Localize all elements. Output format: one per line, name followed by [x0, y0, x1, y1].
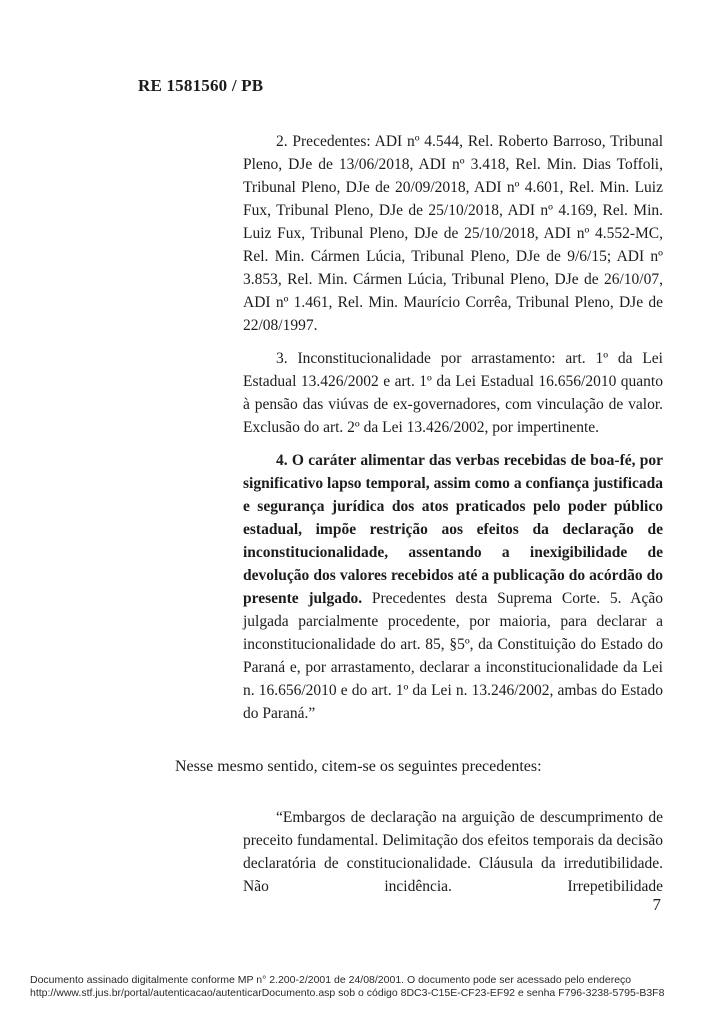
syllabus-item-4-bold-text: 4. O caráter alimentar das verbas recebidas de boa-fé, por significativo lapso temporal, assim como a confiança justificada e segurança jurídica dos atos praticados pelo poder público estadual, impõe restrição aos efeitos da declaração de inconstitucionalidade, assentando a inexigibilidade de devolução dos valores recebidos até a publicação do acórdão do presente julgado. — [243, 452, 663, 607]
syllabus-item-4-regular-text: Precedentes desta Suprema Corte. 5. Ação julgada parcialmente procedente, por maioria, para declarar a inconstitucionalidade do art. 85, §5º, da Constituição do Estado do Paraná e, por arrastamento, declarar a inconstitucionalidade da Lei n. 16.656/2010 e do art. 1º da Lei n. 13.246/2002, ambas do Estado do Paraná.” — [243, 590, 663, 722]
syllabus-item-4 — [243, 449, 663, 725]
document-footer — [30, 974, 720, 1000]
footer-signature-line: Documento assinado digitalmente conforme MP n° 2.200-2/2001 de 24/08/2001. O documento pode ser acessado pelo endereço — [30, 974, 632, 986]
syllabus-quote-block — [243, 130, 663, 735]
syllabus-item-2: 2. Precedentes: ADI nº 4.544, Rel. Roberto Barroso, Tribunal Pleno, DJe de 13/06/2018, ADI nº 3.418, Rel. Min. Dias Toffoli, Tribunal Pleno, DJe de 20/09/2018, ADI nº 4.601, Rel. Min. Luiz Fux, Tribunal Pleno, DJe de 25/10/2018, ADI nº 4.169, Rel. Min. Luiz Fux, Tribunal Pleno, DJe de 25/10/2018, ADI nº 4.552-MC, Rel. Min. Cármen Lúcia, Tribunal Pleno, DJe de 9/6/15; ADI nº 3.853, Rel. Min. Cármen Lúcia, Tribunal Pleno, DJe de 26/10/07, ADI nº 1.461, Rel. Min. Maurício Corrêa, Tribunal Pleno, DJe de 22/08/1997. — [243, 133, 663, 334]
precedent-quote-block — [243, 806, 663, 898]
page-number: 7 — [652, 895, 661, 914]
precedent-paragraph: “Embargos de declaração na arguição de descumprimento de preceito fundamental. Delimitação dos efeitos temporais da decisão declaratória de constitucionalidade. Cláusula da irredutibilidade. Não incidência. Irrepetibilidade — [243, 809, 663, 895]
case-number-heading: RE 1581560 / PB — [138, 76, 264, 95]
intro-sentence: Nesse mesmo sentido, citem-se os seguintes precedentes: — [175, 758, 542, 775]
footer-url-line: http://www.stf.jus.br/portal/autenticacao/autenticarDocumento.asp sob o código 8DC3-C15E-CF23-EF92 e senha F796-3238-5795-B3F8 — [30, 987, 665, 999]
syllabus-item-3: 3. Inconstitucionalidade por arrastamento: art. 1º da Lei Estadual 13.426/2002 e art. 1º da Lei Estadual 16.656/2010 quanto à pensão das viúvas de ex-governadores, com vinculação de valor. Exclusão do art. 2º da Lei 13.426/2002, por impertinente. — [243, 350, 663, 436]
